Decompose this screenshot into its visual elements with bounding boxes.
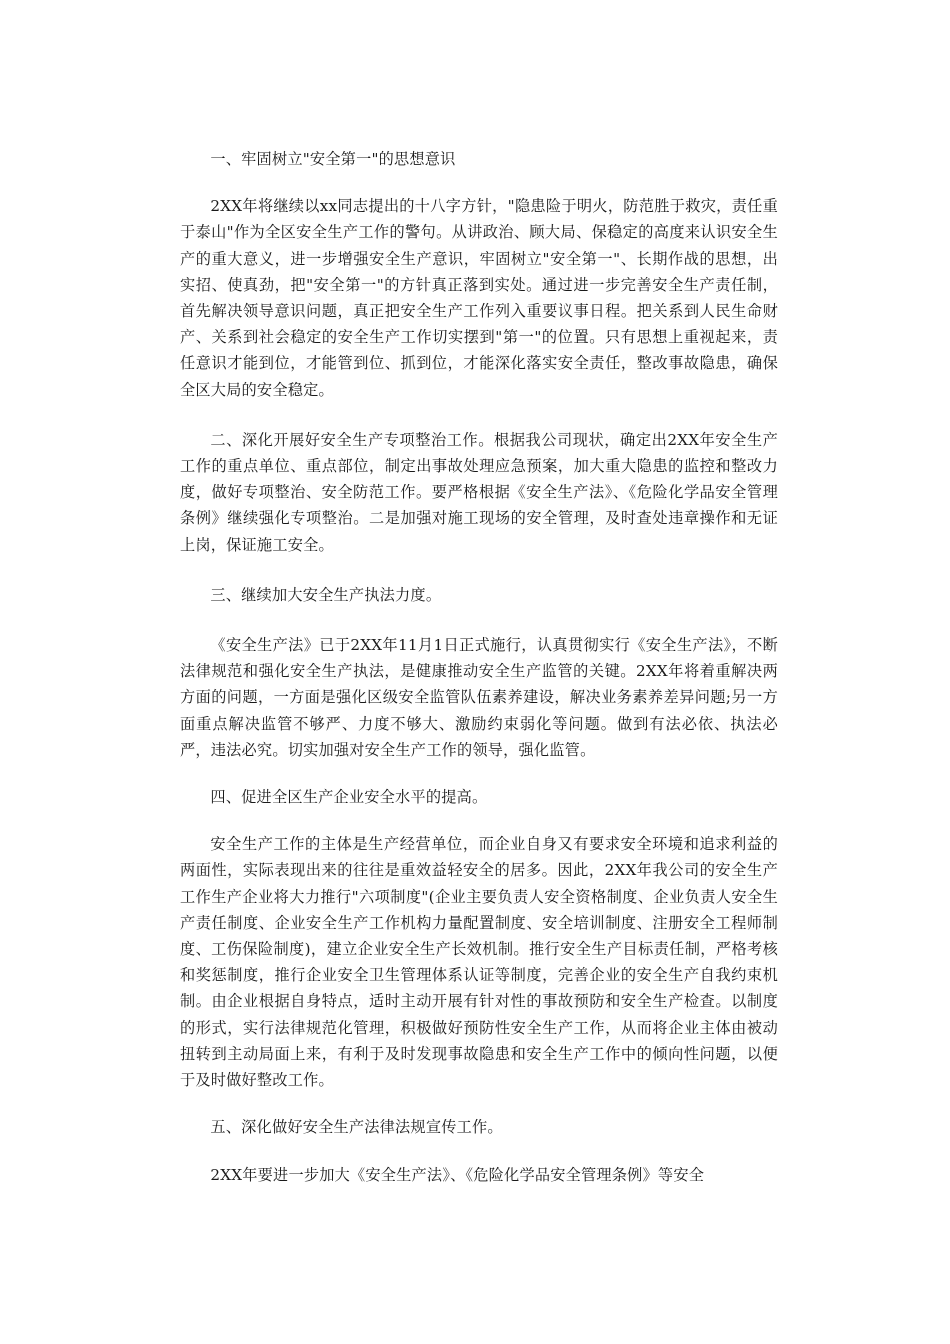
section-5-paragraph: 2XX年要进一步加大《安全生产法》、《危险化学品安全管理条例》等安全 [210,1165,705,1184]
document-page [180,140,778,1188]
section-2-paragraph: 二、深化开展好安全生产专项整治工作。根据我公司现状，确定出2XX年安全生产工作的重点单位、重点部位，制定出事故处理应急预案，加大重大隐患的监控和整改力度，做好专项整治、安全防范工作。要严格根据《安全生产法》、《危险化学品安全管理条例》继续强化专项整治。二是加强对施工现场的安全管理，及时查处违章操作和无证上岗，保证施工安全。 [180,430,778,554]
section-5-heading: 五、深化做好安全生产法律法规宣传工作。 [210,1118,503,1137]
section-3-heading: 三、继续加大安全生产执法力度。 [210,585,442,604]
section-1-heading: 一、牢固树立"安全第一"的思想意识 [210,150,456,168]
section-3-paragraph: 《安全生产法》已于2XX年11月1日正式施行，认真贯彻实行《安全生产法》，不断法律规范和强化安全生产执法，是健康推动安全生产监管的关键。2XX年将着重解决两方面的问题，一方面是强化区级安全监管队伍素养建设，解决业务素养差异问题;另一方面重点解决监管不够严、力度不够大、激励约束弱化等问题。做到有法必依、执法必严，违法必究。切实加强对安全生产工作的领导，强化监管。 [180,636,778,759]
section-1-paragraph: 2XX年将继续以xx同志提出的十八字方针，"隐患险于明火，防范胜于救灾，责任重于泰山"作为全区安全生产工作的警句。从讲政治、顾大局、保稳定的高度来认识安全生产的重大意义，进一步增强安全生产意识，牢固树立"安全第一"、长期作战的思想，出实招、使真劲，把"安全第一"的方针真正落到实处。通过进一步完善安全生产责任制，首先解决领导意识问题，真正把安全生产工作列入重要议事日程。把关系到人民生命财产、关系到社会稳定的安全生产工作切实摆到"第一"的位置。只有思想上重视起来，责任意识才能到位，才能管到位、抓到位，才能深化落实安全责任，整改事故隐患，确保全区大局的安全稳定。 [180,197,778,399]
section-4-heading: 四、促进全区生产企业安全水平的提高。 [210,788,488,807]
section-4-paragraph: 安全生产工作的主体是生产经营单位，而企业自身又有要求安全环境和追求利益的两面性，实际表现出来的往往是重效益轻安全的居多。因此，2XX年我公司的安全生产工作生产企业将大力推行"六项制度"(企业主要负责人安全资格制度、企业负责人安全生产责任制度、企业安全生产工作机构力量配置制度、安全培训制度、注册安全工程师制度、工伤保险制度)，建立企业安全生产长效机制。推行安全生产目标责任制，严格考核和奖惩制度，推行企业安全卫生管理体系认证等制度，完善企业的安全生产自我约束机制。由企业根据自身特点，适时主动开展有针对性的事故预防和安全生产检查。以制度的形式，实行法律规范化管理，积极做好预防性安全生产工作，从而将企业主体由被动扭转到主动局面上来，有利于及时发现事故隐患和安全生产工作中的倾向性问题，以便于及时做好整改工作。 [180,835,778,1090]
